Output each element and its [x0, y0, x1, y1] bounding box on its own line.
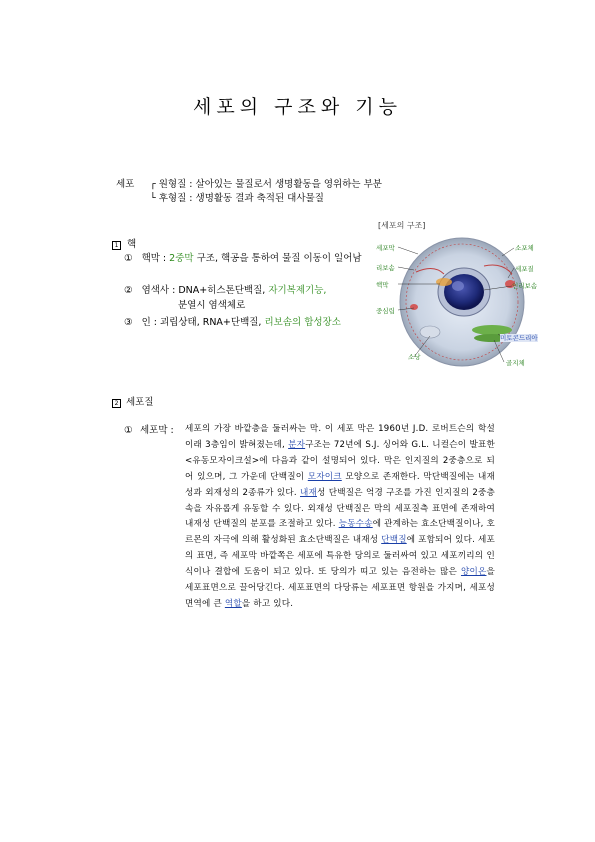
section1-number-box: 1: [112, 241, 121, 250]
section2-number-box: 2: [112, 399, 121, 408]
item1-number: ①: [124, 253, 133, 264]
paragraph-text: 구조는 72년에 S.J. 싱어와 G.L. 니컬슨이 발표한 <유동모자이크설>에 다음과 같이 설명되어 있다. 막은 인지질의 2중층으로 되어 있으며, 그 가운데 단백질이: [185, 439, 495, 482]
label-er: 소포체: [515, 244, 534, 252]
section2-item1-number: ①: [124, 425, 133, 436]
paragraph-text: 세포의 가장 바깥층을 둘러싸는 막. 이 세포 막은 1960년 J.D. 로버트슨의 학설 이래 3층임이 밝혀졌는데,: [185, 424, 495, 450]
label-mitochondria: 미토콘드리아: [500, 334, 538, 342]
label-golgi: 골지체: [506, 359, 525, 367]
item2-number: ②: [124, 285, 133, 296]
paragraph-link[interactable]: 내재: [299, 487, 317, 498]
paragraph-text: 성 단백질은 억경 구조를 가진 인지질의 2중층 속을 자유롭게 유동할 수 있다. 외재성 단백질은 막의 세포질측 표면에 존재하여 내재성 단백질의 분포를 조절하고 있다.: [185, 487, 495, 530]
paragraph-text: 을 하고 있다.: [241, 598, 294, 609]
diagram-title: [세포의 구조]: [378, 221, 426, 230]
paragraph-link[interactable]: 분자: [288, 439, 306, 450]
section2-item1-heading: 세포막 :: [140, 425, 174, 436]
section2-heading: 세포질: [126, 397, 154, 408]
paragraph-link[interactable]: 역할: [224, 598, 242, 609]
item3-text-b: 리보솜의 합성장소: [264, 317, 341, 328]
label-centrosome: 중심립: [376, 307, 395, 315]
item2-text-b: 자기복제기능,: [268, 285, 327, 296]
paragraph-text: 에 관계하는 효소단백질이나, 호르몬의 자극에 의해 활성화된 효소단백질은 내재성: [185, 519, 495, 546]
paragraph-link[interactable]: 능동수송: [338, 519, 373, 530]
item1-text-b: 2중막: [169, 253, 194, 264]
label-ribosome: 리보솜: [376, 264, 395, 272]
cell-def-head: 세포: [116, 179, 135, 190]
item2-text-a: 염색사 : DNA+히스톤단백질,: [141, 285, 269, 296]
paragraph-link[interactable]: 단백질: [381, 535, 407, 546]
label-nucleolus: 인리보솜: [512, 282, 538, 290]
cell-membrane-paragraph: [185, 422, 495, 613]
cell-def-line2: └ 후형질 : 생명활동 결과 축적된 대사물질: [150, 193, 324, 204]
section1-item2: [124, 285, 326, 297]
item2-text-c: 분열시 염색체로: [178, 300, 246, 311]
section1-heading: 핵: [127, 239, 137, 250]
paragraph-text: 모양으로 존재한다. 막단백질에는 내재성과 외재성의 2종류가 있다.: [185, 471, 495, 498]
section1-item1: [124, 253, 362, 265]
paragraph-link[interactable]: 양이온: [460, 567, 487, 578]
paragraph-text: 에 포함되어 있다. 세포의 표면, 즉 세포막 바깥쪽은 세포에 특유한 당의로 둘러싸여 있고 세포끼리의 인식이나 결합에 도움이 되고 있다. 또 당의가 띠고 있는 음전하는 많은: [185, 535, 495, 578]
item1-text-a: 핵막 :: [141, 253, 170, 264]
item3-number: ③: [124, 317, 133, 328]
cell-structure-diagram: [374, 222, 549, 372]
label-nuclear-membrane: 핵막: [376, 281, 389, 289]
item1-text-c: 구조, 핵공을 통하여 물질 이동이 일어남: [193, 253, 362, 264]
page-title: 세포의 구조와 기능: [193, 96, 402, 118]
paragraph-text: 을 세포표면으로 끌어당긴다. 세포표면의 다당류는 세포표면 항원을 가지며, 세포성면역에 큰: [185, 567, 495, 609]
label-vesicle: 소낭: [408, 353, 421, 361]
section1-item3: [124, 317, 341, 329]
cell-def-line1: ┌ 원형질 : 살아있는 물질로서 생명활동을 영위하는 부분: [150, 179, 382, 190]
item3-text-a: 인 : 괴립상태, RNA+단백질,: [141, 317, 265, 328]
label-cytoplasm: 세포질: [515, 265, 534, 273]
paragraph-link[interactable]: 모자이크: [307, 471, 342, 482]
label-cell-membrane: 세포막: [376, 244, 395, 252]
